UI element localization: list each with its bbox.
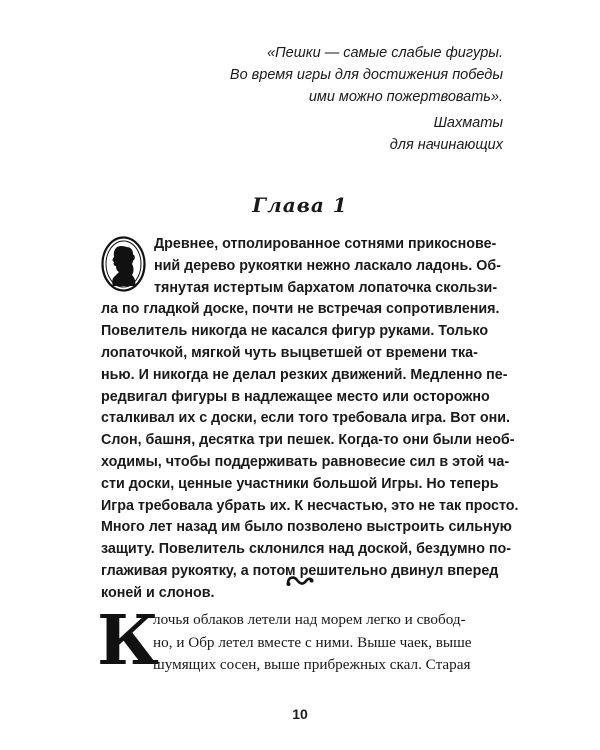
attribution-line: Шахматы xyxy=(433,115,503,131)
text-line: лочья облаков летели над морем легко и свобод- xyxy=(153,611,466,628)
chapter-title: Глава 1 xyxy=(252,193,348,217)
text-line: нью. И никогда не делал резких движений. Медленно пе- xyxy=(101,366,508,383)
epigraph-line: «Пешки — самые слабые фигуры. xyxy=(267,45,503,61)
text-line: ла по гладкой доске, почти не встречая сопротивления. xyxy=(101,301,500,318)
text-line: ний дерево рукоятки нежно ласкало ладонь. Об- xyxy=(154,257,501,274)
section-divider-ornament-icon xyxy=(285,573,315,589)
text-line: Повелитель никогда не касался фигур руками. Только xyxy=(101,323,489,340)
text-line: коней и слонов. xyxy=(101,584,215,601)
epigraph-attribution xyxy=(390,112,503,156)
text-line: Слон, башня, десятка три пешек. Когда-то они были необ- xyxy=(101,432,515,449)
text-line: сти доски, ценные участники большой Игры. Но теперь xyxy=(101,475,499,492)
text-line: лопаточкой, мягкой чуть выцветшей от времени тка- xyxy=(101,344,478,361)
text-line: но, и Обр летел вместе с ними. Выше чаек, выше xyxy=(153,633,472,651)
text-line: редвигал фигуры в надлежащее место или осторожно xyxy=(101,388,490,405)
epigraph xyxy=(230,42,503,108)
epigraph-line: Во время игры для достижения победы xyxy=(229,67,503,83)
epigraph-line: ими можно пожертвовать». xyxy=(308,89,503,105)
text-line: глаживая рукоятку, а потом решительно двинул вперед xyxy=(101,562,499,579)
attribution-line: для начинающих xyxy=(389,137,503,153)
page-number: 10 xyxy=(292,706,308,722)
text-line: тянутая истертым бархатом лопаточка скользи- xyxy=(154,279,498,296)
text-line: Игра требовала убрать их. К несчастью, это не так просто. xyxy=(101,497,519,514)
text-line: шумящих сосен, выше прибрежных скал. Старая xyxy=(153,656,471,673)
text-line: Древнее, отполированное сотнями прикоснове- xyxy=(154,236,497,252)
drop-cap: К xyxy=(97,601,159,681)
text-line: Много лет назад им было позволено выстроить сильную xyxy=(101,519,512,536)
text-line: ходимы, чтобы поддерживать равновесие сил в этой ча- xyxy=(101,453,510,470)
text-line: защиту. Повелитель склонился над доской, бездумно по- xyxy=(101,541,512,558)
chapter-paragraph xyxy=(101,234,519,605)
chapter-paragraph xyxy=(101,609,513,677)
text-line: сталкивал их с доски, если того требовала игра. Вот они. xyxy=(101,410,511,427)
